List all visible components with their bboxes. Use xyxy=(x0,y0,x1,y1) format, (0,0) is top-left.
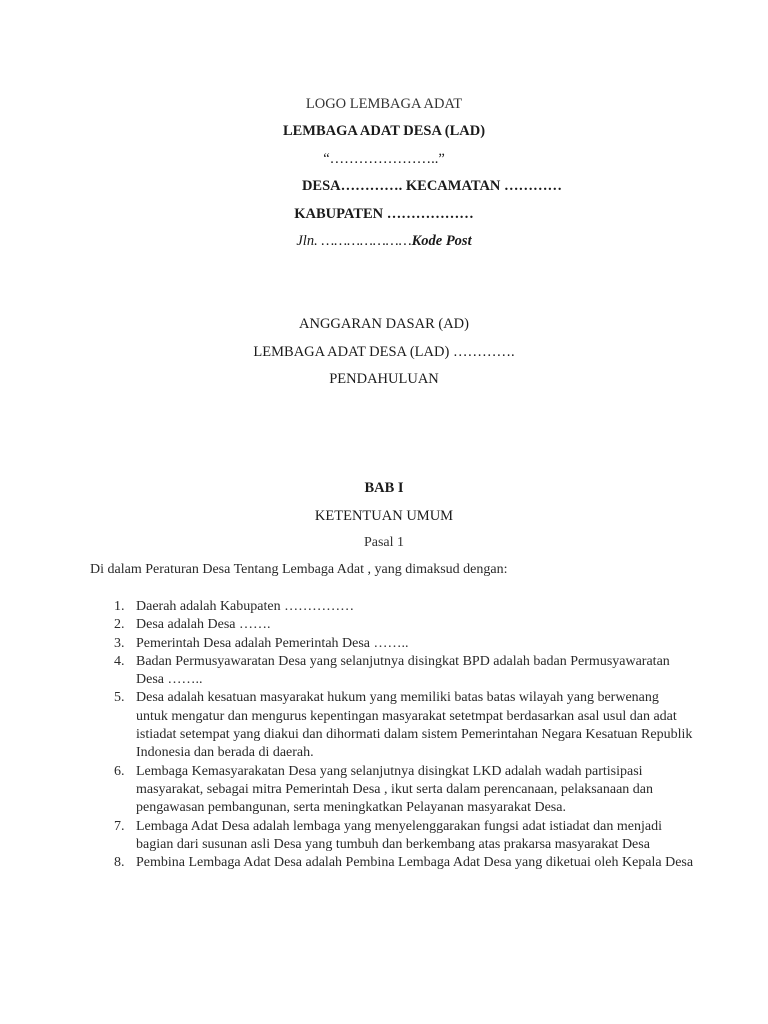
list-item-text: Lembaga Kemasyarakatan Desa yang selanjutnya disingkat LKD adalah wadah partisipasi masyarakat, sebagai mitra Pemerintah Desa , ikut serta dalam perencanaan, pelaksanaan dan pengawasan pembangunan, serta meningkatkan Pelayanan masyarakat Desa. xyxy=(136,763,653,816)
list-item-text: Desa adalah kesatuan masyarakat hukum yang memiliki batas batas wilayah yang berwenang untuk mengatur dan mengurus kepentingan masyarakat setetmpat berdasarkan asal usul dan adat istiadat setempat yang diakui dan dihormati dalam sistem Pemerintahan Negara Kesatuan Republik Indonesia dan berada di daerah. xyxy=(136,690,693,761)
list-item-number: 1. xyxy=(114,599,125,614)
list-item-number: 3. xyxy=(114,635,125,651)
address-line xyxy=(0,232,768,250)
list-item xyxy=(104,763,694,818)
org-name-heading: LEMBAGA ADAT DESA (LAD) xyxy=(282,123,486,139)
list-item-number: 7. xyxy=(114,818,125,834)
article-label: Pasal 1 xyxy=(363,535,405,550)
list-item-number: 4. xyxy=(114,653,125,669)
list-item xyxy=(104,616,694,634)
list-item xyxy=(104,818,694,855)
article-intro: Di dalam Peraturan Desa Tentang Lembaga Adat , yang dimaksud dengan: xyxy=(90,562,508,577)
list-item xyxy=(104,854,694,872)
list-item-text: Desa adalah Desa ……. xyxy=(136,617,271,633)
list-item-text: Badan Permusyawaratan Desa yang selanjutnya disingkat BPD adalah badan Permusyawaratan Desa …….. xyxy=(136,653,670,688)
chapter-title: KETENTUAN UMUM xyxy=(314,508,454,524)
kabupaten-line: KABUPATEN ……………… xyxy=(294,206,474,222)
logo-placeholder-text: LOGO LEMBAGA ADAT xyxy=(305,96,463,112)
list-item xyxy=(104,598,694,616)
list-item-text: Pembina Lembaga Adat Desa adalah Pembina Lembaga Adat Desa yang diketuai oleh Kepala Desa xyxy=(136,855,694,871)
list-item-text: Pemerintah Desa adalah Pemerintah Desa …….. xyxy=(136,635,409,651)
definitions-list xyxy=(104,598,694,872)
org-quote: “…………………..” xyxy=(323,151,445,167)
list-item-text: Daerah adalah Kabupaten …………… xyxy=(136,599,355,614)
list-item-number: 2. xyxy=(114,617,125,633)
address-prefix: Jln. ………………… xyxy=(296,233,412,249)
desa-kecamatan-line: DESA…………. KECAMATAN ………… xyxy=(301,178,563,194)
list-item-text: Lembaga Adat Desa adalah lembaga yang menyelenggarakan fungsi adat istiadat dan menjadi bagian dari susunan asli Desa yang tumbuh dan berkembang atas prakarsa masyarakat Desa xyxy=(136,818,662,852)
title-lembaga-adat: LEMBAGA ADAT DESA (LAD) …………. xyxy=(253,344,515,360)
list-item-number: 6. xyxy=(114,763,125,779)
title-pendahuluan: PENDAHULUAN xyxy=(329,371,439,387)
list-item xyxy=(104,689,694,762)
title-anggaran-dasar: ANGGARAN DASAR (AD) xyxy=(299,316,469,332)
chapter-number: BAB I xyxy=(364,480,404,496)
list-item-number: 8. xyxy=(114,855,125,871)
postal-code-label: Kode Post xyxy=(411,233,472,249)
list-item-number: 5. xyxy=(114,690,125,706)
list-item xyxy=(104,635,694,653)
list-item xyxy=(104,653,694,690)
